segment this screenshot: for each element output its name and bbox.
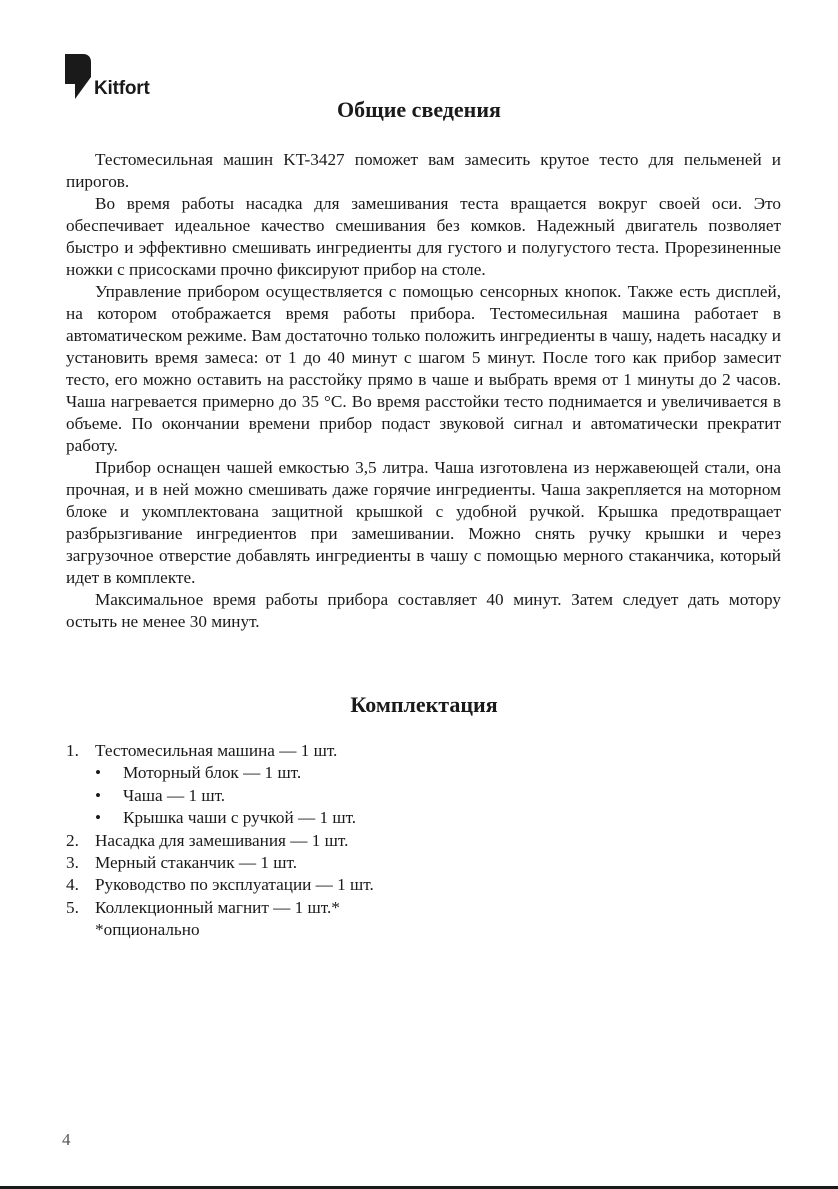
sub-list-item bbox=[66, 807, 666, 829]
logo-text: Kitfort bbox=[94, 78, 150, 99]
list-number: 2. bbox=[66, 830, 79, 850]
list-item bbox=[66, 830, 666, 852]
general-body bbox=[66, 149, 781, 633]
package-list bbox=[66, 740, 666, 942]
sub-list-item bbox=[66, 785, 666, 807]
list-item-text: Тестомесильная машина — 1 шт. bbox=[95, 741, 338, 760]
list-item-text: Насадка для замешивания — 1 шт. bbox=[95, 830, 349, 850]
sub-list-item bbox=[66, 762, 666, 784]
sub-list-item-text: Моторный блок — 1 шт. bbox=[123, 763, 302, 783]
sub-list-item-text: Крышка чаши с ручкой — 1 шт. bbox=[123, 808, 357, 828]
paragraph: Прибор оснащен чашей емкостью 3,5 литра. Чаша изготовлена из нержавеющей стали, она прочная, и в ней можно смешивать даже горячие ингредиенты. Чаша закрепляется на моторном блоке и укомплектована защитной крышкой с удобной ручкой. Крышка предотвращает разбрызгивание ингредиентов при замешивании. Можно снять ручку крышки и через загрузочное отверстие добавлять ингредиенты в чашу с помощью мерного стаканчика, который идет в комплекте. bbox=[66, 458, 781, 587]
list-item-text: Мерный стаканчик — 1 шт. bbox=[95, 853, 298, 873]
bullet: • bbox=[95, 808, 102, 828]
list-number: 3. bbox=[66, 853, 79, 873]
list-item bbox=[66, 852, 666, 874]
footnote: *опционально bbox=[95, 920, 200, 940]
paragraph: Максимальное время работы прибора составляет 40 минут. Затем следует дать мотору остыть не менее 30 минут. bbox=[66, 590, 781, 631]
list-item-text: Руководство по эксплуатации — 1 шт. bbox=[95, 875, 374, 895]
bullet: • bbox=[95, 785, 102, 805]
section-title-general: Общие сведения bbox=[337, 97, 501, 122]
list-item bbox=[66, 740, 666, 762]
sub-list-item-text: Чаша — 1 шт. bbox=[123, 785, 226, 805]
list-item bbox=[66, 874, 666, 896]
list-number: 5. bbox=[66, 897, 79, 917]
bullet: • bbox=[95, 763, 102, 783]
list-item-text: Коллекционный магнит — 1 шт.* bbox=[95, 897, 340, 917]
list-item bbox=[66, 897, 666, 919]
paragraph: Во время работы насадка для замешивания теста вращается вокруг своей оси. Это обеспечивает идеальное качество смешивания без комков. Надежный двигатель позволяет быстро и эффективно смешивать ингредиенты для густого и полугустого теста. Прорезиненные ножки с присосками прочно фиксируют прибор на столе. bbox=[66, 194, 781, 279]
list-number: 4. bbox=[66, 875, 79, 895]
kitfort-logo-icon bbox=[64, 54, 91, 99]
list-number: 1. bbox=[66, 741, 79, 760]
section-title-package: Комплектация bbox=[350, 692, 498, 717]
paragraph: Тестомесильная машин KT-3427 поможет вам замесить крутое тесто для пельменей и пирогов. bbox=[66, 150, 781, 191]
kitfort-logo bbox=[64, 54, 150, 99]
page-number: 4 bbox=[62, 1130, 71, 1149]
paragraph: Управление прибором осуществляется с помощью сенсорных кнопок. Также есть дисплей, на котором отображается время работы прибора. Тестомесильная машина работает в автоматическом режиме. Вам достаточно только положить ингредиенты в чашу, надеть насадку и установить время замеса: от 1 до 40 минут с шагом 5 минут. После того как прибор замесит тесто, его можно оставить на расстойку прямо в чаше и выбрать время от 1 минуты до 2 часов. Чаша нагревается примерно до 35 °С. Во время расстойки тесто поднимается и увеличивается в объеме. По окончании времени прибор подаст звуковой сигнал и автоматически прекратит работу. bbox=[66, 282, 781, 455]
